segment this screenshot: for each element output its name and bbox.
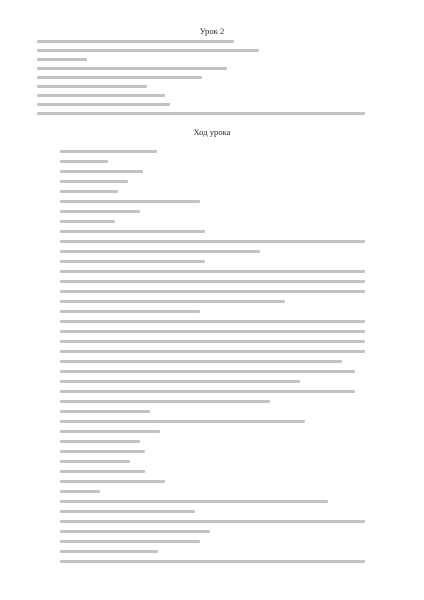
text-line-placeholder <box>60 410 150 413</box>
text-line-placeholder <box>60 250 260 253</box>
text-line-placeholder <box>37 103 170 106</box>
text-line-placeholder <box>37 49 259 52</box>
text-line-placeholder <box>60 360 342 363</box>
text-line-placeholder <box>60 490 100 493</box>
text-line-placeholder <box>37 58 87 61</box>
text-line-placeholder <box>60 480 165 483</box>
text-line-placeholder <box>60 540 200 543</box>
text-line-placeholder <box>60 190 118 193</box>
text-line-placeholder <box>60 350 365 353</box>
text-line-placeholder <box>60 320 365 323</box>
text-line-placeholder <box>60 440 140 443</box>
text-line-placeholder <box>60 200 200 203</box>
section-heading: Ход урока <box>193 127 231 137</box>
text-line-placeholder <box>60 340 365 343</box>
text-line-placeholder <box>37 67 227 70</box>
text-line-placeholder <box>60 560 365 563</box>
text-line-placeholder <box>60 220 115 223</box>
text-line-placeholder <box>60 550 158 553</box>
text-line-placeholder <box>60 300 285 303</box>
text-line-placeholder <box>60 530 210 533</box>
text-line-placeholder <box>37 85 147 88</box>
text-line-placeholder <box>60 210 140 213</box>
text-line-placeholder <box>60 270 365 273</box>
text-line-placeholder <box>60 420 305 423</box>
text-line-placeholder <box>60 380 300 383</box>
text-line-placeholder <box>60 310 200 313</box>
text-line-placeholder <box>60 240 365 243</box>
text-line-placeholder <box>60 160 108 163</box>
text-line-placeholder <box>60 280 365 283</box>
text-line-placeholder <box>60 150 157 153</box>
document-title: Урок 2 <box>199 26 225 36</box>
text-line-placeholder <box>60 230 205 233</box>
text-line-placeholder <box>37 76 202 79</box>
text-line-placeholder <box>60 370 355 373</box>
text-line-placeholder <box>60 180 128 183</box>
text-line-placeholder <box>60 500 328 503</box>
text-line-placeholder <box>60 510 195 513</box>
text-line-placeholder <box>60 290 365 293</box>
text-line-placeholder <box>60 390 355 393</box>
text-line-placeholder <box>37 94 165 97</box>
text-line-placeholder <box>60 330 365 333</box>
text-line-placeholder <box>60 430 160 433</box>
text-line-placeholder <box>60 450 145 453</box>
text-line-placeholder <box>60 460 130 463</box>
text-line-placeholder <box>37 112 365 115</box>
text-line-placeholder <box>60 470 145 473</box>
text-line-placeholder <box>60 170 143 173</box>
text-line-placeholder <box>37 40 234 43</box>
text-line-placeholder <box>60 400 270 403</box>
text-line-placeholder <box>60 260 205 263</box>
text-line-placeholder <box>60 520 365 523</box>
